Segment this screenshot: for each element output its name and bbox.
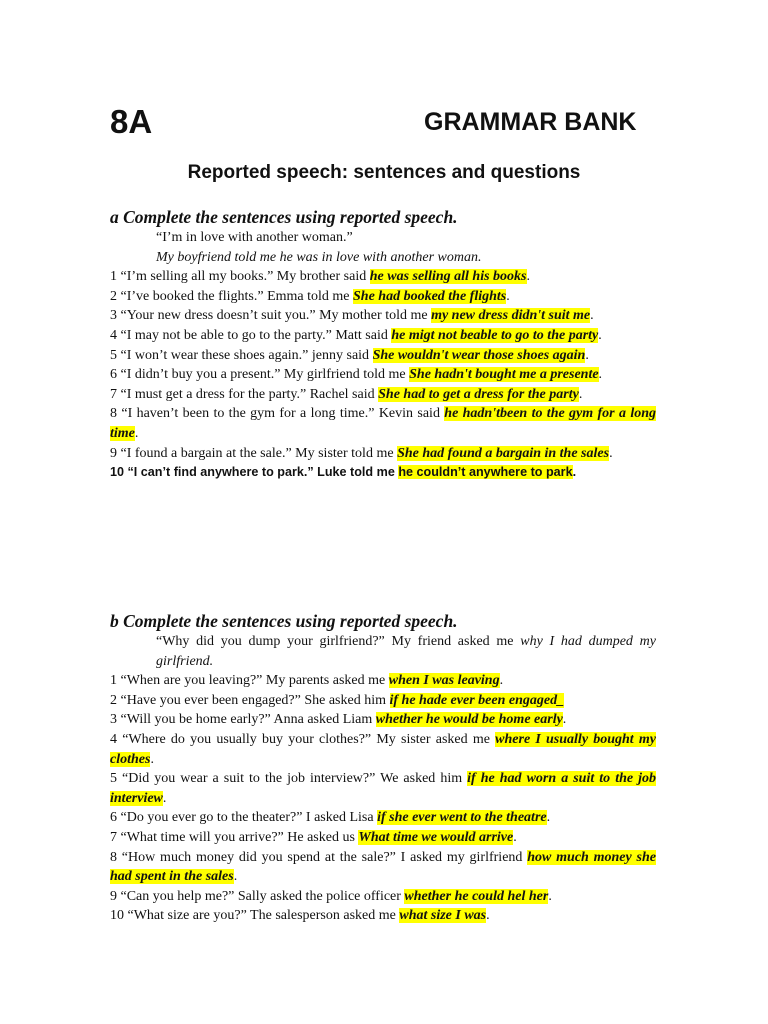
item-prompt: 3 “Your new dress doesn’t suit you.” My mother told me bbox=[110, 308, 432, 324]
item-prompt: 8 “I haven’t been to the gym for a long time.” Kevin said bbox=[110, 406, 445, 422]
item-answer: whether he could hel her bbox=[404, 888, 549, 904]
exercise-item bbox=[110, 887, 656, 907]
exercise-item bbox=[110, 365, 656, 385]
item-answer: my new dress didn't suit me bbox=[431, 308, 591, 324]
item-end: . bbox=[233, 869, 238, 885]
item-end: . bbox=[598, 327, 602, 343]
item-end: . bbox=[585, 347, 589, 363]
item-answer: She had to get a dress for the party bbox=[378, 386, 579, 402]
exercise-item bbox=[110, 346, 656, 366]
item-end: . bbox=[526, 269, 530, 285]
item-answer: whether he would be home early bbox=[375, 712, 563, 728]
item-prompt: 10 “What size are you?” The salesperson asked me bbox=[110, 908, 400, 924]
example-quote: “Why did you dump your girlfriend?” My friend asked me bbox=[156, 634, 521, 649]
exercise-item bbox=[110, 267, 656, 287]
item-end: . bbox=[572, 465, 577, 480]
item-prompt: 7 “I must get a dress for the party.” Rachel said bbox=[110, 386, 379, 402]
item-end: . bbox=[134, 425, 139, 441]
item-prompt: 6 “Do you ever go to the theater?” I asked Lisa bbox=[110, 810, 378, 826]
item-prompt: 1 “I’m selling all my books.” My brother said bbox=[110, 269, 370, 285]
item-end: . bbox=[150, 751, 154, 767]
exercise-item bbox=[110, 808, 656, 828]
unit-number: 8A bbox=[110, 103, 153, 140]
item-prompt: 4 “Where do you usually buy your clothes?” My sister asked me bbox=[110, 731, 496, 747]
item-prompt: 5 “Did you wear a suit to the job interview?” We asked him bbox=[110, 771, 468, 787]
item-end: . bbox=[162, 790, 167, 806]
item-prompt: 9 “I found a bargain at the sale.” My sister told me bbox=[110, 445, 398, 461]
exercise-item bbox=[110, 306, 656, 326]
item-answer: What time we would arrive bbox=[358, 829, 514, 845]
item-answer: She had found a bargain in the sales bbox=[397, 445, 610, 461]
item-end: . bbox=[590, 308, 594, 324]
exercise-item bbox=[110, 404, 656, 443]
item-answer: if he hade ever been engaged_ bbox=[389, 692, 565, 708]
example-quote: “I’m in love with another woman.” bbox=[156, 230, 353, 245]
exercise-item bbox=[110, 326, 656, 346]
item-prompt: 10 “I can’t find anywhere to park.” Luke told me bbox=[110, 465, 399, 480]
item-prompt: 1 “When are you leaving?” My parents asked me bbox=[110, 673, 389, 689]
item-answer: he migt not beable to go to the party bbox=[391, 327, 599, 343]
item-answer: he was selling all his books bbox=[369, 269, 527, 285]
section-b bbox=[110, 610, 656, 926]
exercise-item bbox=[110, 710, 656, 730]
exercise-item bbox=[110, 848, 656, 887]
exercise-item bbox=[110, 287, 656, 307]
item-end: . bbox=[506, 288, 510, 304]
section-a bbox=[110, 206, 656, 483]
item-prompt: 9 “Can you help me?” Sally asked the police officer bbox=[110, 888, 405, 904]
section-b-heading: b Complete the sentences using reported speech. bbox=[110, 611, 458, 631]
example-line bbox=[110, 632, 656, 671]
item-end: . bbox=[486, 908, 490, 924]
item-answer: what size I was bbox=[399, 908, 487, 924]
item-end: . bbox=[513, 829, 517, 845]
item-answer: She had booked the flights bbox=[353, 288, 507, 304]
item-prompt: 8 “How much money did you spend at the sale?” I asked my girlfriend bbox=[110, 849, 528, 865]
exercise-item bbox=[110, 385, 656, 405]
item-end: . bbox=[598, 367, 603, 383]
item-prompt: 3 “Will you be home early?” Anna asked Liam bbox=[110, 712, 376, 728]
exercise-item bbox=[110, 691, 656, 711]
item-end: . bbox=[562, 712, 567, 728]
item-end: . bbox=[499, 673, 504, 689]
item-answer: he couldn’t anywhere to park bbox=[398, 465, 573, 480]
item-end: . bbox=[578, 386, 583, 402]
item-answer: She wouldn't wear those shoes again bbox=[372, 347, 586, 363]
item-end: . bbox=[546, 810, 551, 826]
item-end: . bbox=[548, 888, 552, 904]
item-prompt: 6 “I didn’t buy you a present.” My girlfriend told me bbox=[110, 367, 410, 383]
exercise-item bbox=[110, 906, 656, 926]
exercise-item bbox=[110, 730, 656, 769]
page-subtitle: Reported speech: sentences and questions bbox=[187, 162, 581, 183]
item-prompt: 2 “Have you ever been engaged?” She asked him bbox=[110, 692, 390, 708]
item-prompt: 7 “What time will you arrive?” He asked us bbox=[110, 829, 359, 845]
exercise-item bbox=[110, 769, 656, 808]
item-answer: if she ever went to the theatre bbox=[377, 810, 547, 826]
section-a-heading: a Complete the sentences using reported speech. bbox=[110, 207, 458, 227]
example-answer: why I had dumped my girlfriend. bbox=[156, 634, 656, 669]
item-answer: he hadn'tbeen to the gym for a long time bbox=[110, 406, 657, 441]
exercise-item bbox=[110, 444, 656, 464]
item-prompt: 4 “I may not be able to go to the party.” Matt said bbox=[110, 327, 392, 343]
item-answer: when I was leaving bbox=[388, 673, 500, 689]
example-answer: My boyfriend told me he was in love with another woman. bbox=[156, 249, 482, 265]
page-title: GRAMMAR BANK bbox=[424, 108, 637, 136]
item-answer: She hadn't bought me a presente bbox=[409, 367, 599, 383]
item-answer: how much money she had spent in the sales bbox=[110, 849, 656, 885]
exercise-item bbox=[110, 828, 656, 848]
item-answer: if he had worn a suit to the job interview bbox=[110, 771, 656, 806]
item-end: . bbox=[609, 445, 613, 461]
exercise-item bbox=[110, 463, 656, 483]
item-prompt: 2 “I’ve booked the flights.” Emma told me bbox=[110, 288, 353, 304]
exercise-item bbox=[110, 671, 656, 691]
item-answer: where I usually bought my clothes bbox=[110, 731, 657, 767]
item-prompt: 5 “I won’t wear these shoes again.” jenny said bbox=[110, 347, 373, 363]
